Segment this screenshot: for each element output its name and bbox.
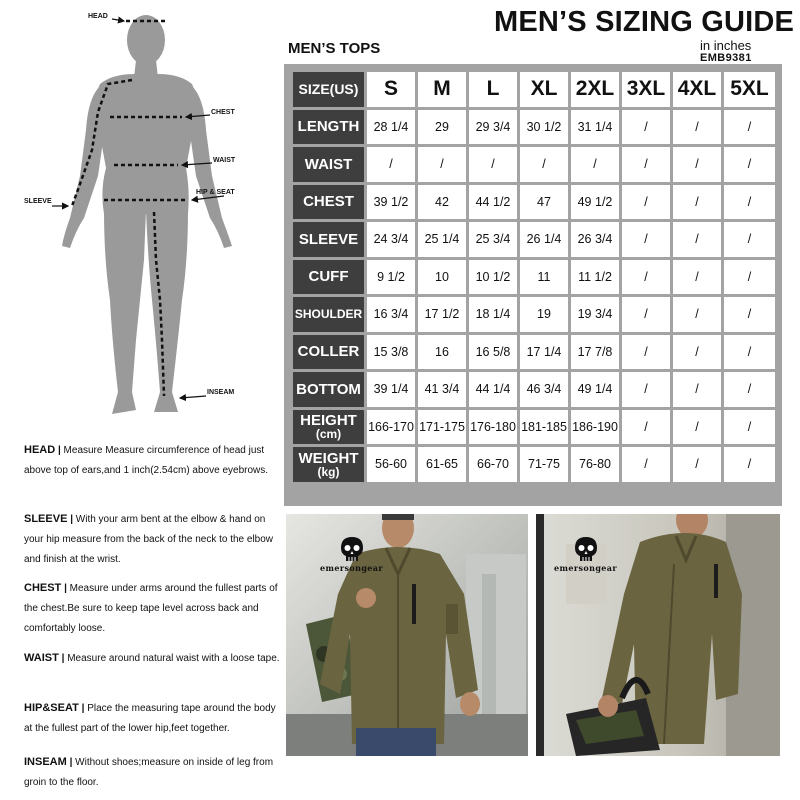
table-cell: /	[622, 372, 670, 407]
description-hip-seat	[24, 698, 280, 739]
table-cell: /	[622, 297, 670, 332]
table-cell: /	[724, 410, 775, 445]
table-cell: /	[673, 372, 721, 407]
row-header-label: COLLER	[297, 343, 360, 361]
table-cell: 47	[520, 185, 568, 220]
size-column-header: M	[418, 72, 466, 107]
description-text: Measure Measure circumference of head just above top of ears,and 1 inch(2.54cm) above eyebrows.	[24, 445, 269, 477]
size-table-panel	[284, 64, 782, 506]
table-cell: 166-170	[367, 410, 415, 445]
row-header-label: CHEST	[303, 193, 354, 211]
table-cell: /	[622, 260, 670, 295]
table-cell: 17 1/2	[418, 297, 466, 332]
page-title: MEN’S SIZING GUIDE	[494, 6, 795, 38]
table-cell: 41 3/4	[418, 372, 466, 407]
description-term: HIP&SEAT	[24, 702, 79, 714]
description-separator: |	[61, 653, 65, 664]
table-row	[293, 110, 775, 145]
row-header-label: HEIGHT	[300, 412, 357, 430]
table-cell: 17 1/4	[520, 335, 568, 370]
row-header-label: BOTTOM	[296, 380, 361, 398]
description-chest	[24, 578, 280, 638]
table-cell: /	[724, 447, 775, 482]
description-sleeve	[24, 509, 280, 569]
table-cell: /	[571, 147, 619, 182]
brand-logo-2	[554, 536, 617, 573]
model-number: EMB9381	[700, 52, 752, 64]
table-cell: /	[673, 260, 721, 295]
label-inseam: INSEAM	[207, 389, 235, 396]
table-row	[293, 222, 775, 257]
table-cell: 61-65	[418, 447, 466, 482]
table-cell: /	[469, 147, 517, 182]
description-term: SLEEVE	[24, 513, 68, 525]
row-header	[293, 335, 364, 370]
row-header	[293, 110, 364, 145]
table-cell: 29 3/4	[469, 110, 517, 145]
size-column-header: 3XL	[622, 72, 670, 107]
table-cell: /	[724, 147, 775, 182]
table-cell: 15 3/8	[367, 335, 415, 370]
size-table	[290, 69, 778, 485]
label-head: HEAD	[88, 13, 108, 20]
table-cell: 46 3/4	[520, 372, 568, 407]
table-cell: /	[673, 297, 721, 332]
table-row	[293, 447, 775, 482]
row-header-label: SHOULDER	[294, 307, 363, 322]
table-cell: /	[520, 147, 568, 182]
row-header	[293, 260, 364, 295]
table-cell: 42	[418, 185, 466, 220]
table-cell: 171-175	[418, 410, 466, 445]
table-cell: /	[673, 147, 721, 182]
table-cell: /	[724, 372, 775, 407]
table-cell: 26 1/4	[520, 222, 568, 257]
label-chest: CHEST	[211, 109, 235, 116]
row-header-label: SLEEVE	[298, 230, 359, 248]
table-cell: 181-185	[520, 410, 568, 445]
table-cell: 28 1/4	[367, 110, 415, 145]
table-cell: /	[418, 147, 466, 182]
table-cell: 19	[520, 297, 568, 332]
table-cell: 26 3/4	[571, 222, 619, 257]
table-cell: 24 3/4	[367, 222, 415, 257]
row-header	[293, 185, 364, 220]
description-head	[24, 440, 280, 481]
table-cell: 76-80	[571, 447, 619, 482]
table-cell: /	[673, 222, 721, 257]
table-cell: 11 1/2	[571, 260, 619, 295]
description-separator: |	[81, 703, 85, 714]
body-measurement-figure	[0, 0, 290, 440]
table-cell: /	[367, 147, 415, 182]
table-cell: /	[724, 297, 775, 332]
description-text: Measure around natural waist with a loose tape.	[67, 653, 280, 664]
table-cell: /	[622, 410, 670, 445]
table-cell: /	[622, 447, 670, 482]
product-photo-side	[536, 514, 780, 756]
description-term: HEAD	[24, 444, 56, 456]
body-silhouette	[0, 0, 290, 440]
table-cell: /	[622, 335, 670, 370]
table-cell: 9 1/2	[367, 260, 415, 295]
size-column-header: L	[469, 72, 517, 107]
label-waist: WAIST	[213, 157, 236, 164]
row-header	[293, 222, 364, 257]
description-separator: |	[64, 583, 67, 594]
label-hip-seat: HIP & SEAT	[196, 189, 235, 196]
row-header-label: LENGTH	[297, 118, 360, 136]
row-header	[293, 447, 364, 482]
table-row	[293, 147, 775, 182]
table-cell: /	[724, 110, 775, 145]
row-header-label: WEIGHT	[298, 449, 359, 467]
table-row	[293, 410, 775, 445]
brand-logo-1	[320, 536, 383, 573]
table-cell: 10 1/2	[469, 260, 517, 295]
description-text: Measure under arms around the fullest parts of the chest.Be sure to keep tape level across back and comfortably loose.	[24, 583, 278, 634]
row-header-label: CUFF	[308, 268, 349, 286]
table-row	[293, 260, 775, 295]
description-separator: |	[69, 757, 73, 768]
description-waist	[24, 648, 280, 669]
table-cell: 16 5/8	[469, 335, 517, 370]
table-cell: 16	[418, 335, 466, 370]
description-separator: |	[57, 445, 61, 456]
brand-name: emersongear	[320, 563, 383, 573]
label-sleeve: SLEEVE	[24, 198, 52, 205]
table-cell: /	[622, 222, 670, 257]
table-cell: /	[673, 110, 721, 145]
table-cell: 17 7/8	[571, 335, 619, 370]
description-text: With your arm bent at the elbow & hand on your hip measure from the back of the neck to the elbow and finish at the wrist.	[24, 514, 274, 565]
table-header-row	[293, 72, 775, 107]
description-text: Without shoes;measure on inside of leg from groin to the floor.	[24, 757, 274, 789]
table-cell: 18 1/4	[469, 297, 517, 332]
table-cell: 19 3/4	[571, 297, 619, 332]
row-header	[293, 147, 364, 182]
table-cell: 66-70	[469, 447, 517, 482]
table-cell: 71-75	[520, 447, 568, 482]
table-cell: 30 1/2	[520, 110, 568, 145]
table-cell: 176-180	[469, 410, 517, 445]
table-cell: /	[673, 410, 721, 445]
table-cell: /	[724, 260, 775, 295]
table-cell: 29	[418, 110, 466, 145]
table-cell: /	[724, 185, 775, 220]
row-header	[293, 372, 364, 407]
size-column-header: S	[367, 72, 415, 107]
table-cell: 44 1/2	[469, 185, 517, 220]
table-cell: /	[622, 110, 670, 145]
row-header-label: WAIST	[304, 155, 353, 173]
table-row	[293, 372, 775, 407]
description-term: WAIST	[24, 652, 59, 664]
table-cell: 25 1/4	[418, 222, 466, 257]
description-text: Place the measuring tape around the body at the fullest part of the lower hip,feet together.	[24, 703, 276, 735]
table-cell: 49 1/2	[571, 185, 619, 220]
section-title: MEN’S TOPS	[288, 40, 381, 57]
table-cell: 39 1/2	[367, 185, 415, 220]
table-cell: 186-190	[571, 410, 619, 445]
table-cell: /	[724, 222, 775, 257]
description-term: CHEST	[24, 582, 62, 594]
description-inseam	[24, 752, 280, 793]
description-separator: |	[70, 514, 73, 525]
product-photo-front	[286, 514, 528, 756]
size-column-header: 4XL	[673, 72, 721, 107]
row-header	[293, 297, 364, 332]
row-header-unit: (cm)	[315, 427, 342, 442]
table-cell: 49 1/4	[571, 372, 619, 407]
brand-name: emersongear	[554, 563, 617, 573]
size-column-header: 5XL	[724, 72, 775, 107]
size-header-label: SIZE(US)	[293, 72, 364, 107]
units-note: in inches	[700, 38, 752, 53]
table-cell: 25 3/4	[469, 222, 517, 257]
skull-logo-icon	[339, 536, 365, 562]
table-cell: /	[724, 335, 775, 370]
size-column-header: XL	[520, 72, 568, 107]
table-cell: 31 1/4	[571, 110, 619, 145]
table-row	[293, 335, 775, 370]
table-cell: 39 1/4	[367, 372, 415, 407]
row-header	[293, 410, 364, 445]
table-cell: /	[622, 185, 670, 220]
size-column-header: 2XL	[571, 72, 619, 107]
table-cell: 10	[418, 260, 466, 295]
table-cell: /	[673, 185, 721, 220]
table-cell: /	[673, 335, 721, 370]
table-cell: 56-60	[367, 447, 415, 482]
table-cell: 16 3/4	[367, 297, 415, 332]
description-term: INSEAM	[24, 756, 67, 768]
row-header-unit: (kg)	[317, 464, 340, 479]
table-cell: 11	[520, 260, 568, 295]
table-cell: /	[673, 447, 721, 482]
table-cell: /	[622, 147, 670, 182]
table-cell: 44 1/4	[469, 372, 517, 407]
skull-logo-icon	[573, 536, 599, 562]
table-row	[293, 185, 775, 220]
table-row	[293, 297, 775, 332]
